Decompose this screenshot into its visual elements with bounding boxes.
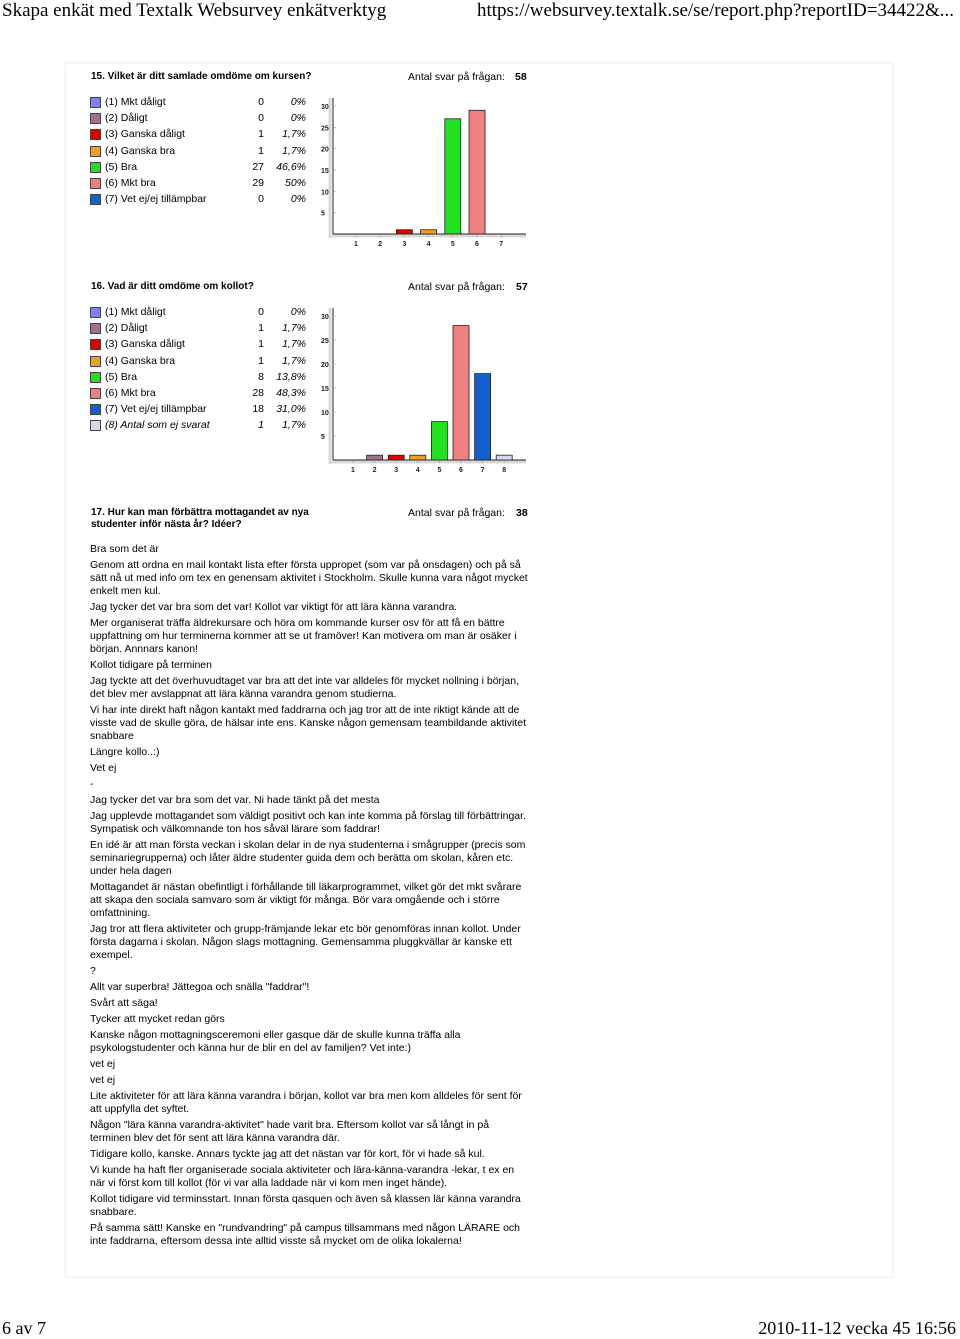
color-swatch xyxy=(90,162,101,173)
x-tick-label: 4 xyxy=(415,467,420,474)
option-row xyxy=(90,146,320,160)
option-percent: 48,3% xyxy=(276,387,306,399)
answer-item: En idé är att man första veckan i skolan delar in de nya studenterna i smågrupper (precis som seminariegrupperna) och låter äldre studenter guida dem och berätta om skolan, kåren etc. under hela dagen xyxy=(90,839,526,877)
option-row xyxy=(90,323,320,337)
option-percent: 1,7% xyxy=(282,354,306,367)
y-tick-label: 30 xyxy=(321,314,329,321)
option-label: (3) Ganska dåligt xyxy=(105,128,185,141)
bar xyxy=(445,119,461,234)
page-title: Skapa enkät med Textalk Websurvey enkätverktyg xyxy=(2,0,387,21)
y-tick-label: 25 xyxy=(321,125,329,133)
y-tick-label: 15 xyxy=(321,168,329,175)
question-16-title: 16. Vad är ditt omdöme om kollot? xyxy=(91,281,254,292)
answer-item: Kanske någon mottagningsceremoni eller gasque där de skulle kunna träffa alla psykologstudenter och känna hur de blir en del av familjen? Vet inte:) xyxy=(90,1029,461,1054)
option-label: (7) Vet ej/ej tillämpbar xyxy=(105,403,207,416)
option-percent: 0% xyxy=(290,112,306,125)
y-tick-label: 10 xyxy=(321,189,329,197)
option-count: 0 xyxy=(258,112,264,125)
answer-item: Vi har inte direkt haft någon kantakt med faddrarna och jag tror att de inte riktigt kände att de visste vad de skulle göra, de hälsar inte ens. Kanske någon gemensam teambildande aktivitet snabbare xyxy=(90,704,527,742)
option-row xyxy=(90,339,320,353)
x-tick-label: 5 xyxy=(450,241,455,248)
color-swatch xyxy=(90,388,101,399)
bar xyxy=(396,230,412,234)
question-17-title xyxy=(91,507,309,531)
option-percent: 1,7% xyxy=(282,144,306,157)
browser-print-footer xyxy=(0,1318,960,1338)
option-row xyxy=(90,113,320,127)
option-label: (2) Dåligt xyxy=(105,322,148,335)
option-percent: 13,8% xyxy=(276,370,306,383)
answer-item: Vi kunde ha haft fler organiserade sociala aktiviteter och lära-känna-varandra -lekar, t ex en när vi först kom till kollot (för vi var alla laddade när vi kom men inget hände). xyxy=(90,1164,515,1189)
question-15-chart xyxy=(316,96,531,248)
option-percent: 1,7% xyxy=(282,128,306,141)
option-percent: 46,6% xyxy=(276,160,306,173)
option-row xyxy=(90,194,320,208)
option-percent: 0% xyxy=(290,306,306,318)
x-tick-label: 4 xyxy=(426,241,431,248)
color-swatch xyxy=(90,129,101,140)
x-tick-label: 6 xyxy=(475,241,479,248)
question-17-title-line2: studenter inför nästa år? Idéer? xyxy=(91,519,242,530)
x-tick-label: 7 xyxy=(480,467,485,474)
x-tick-label: 8 xyxy=(502,467,507,474)
question-17-count-label: Antal svar på frågan: xyxy=(408,507,505,519)
option-label: (5) Bra xyxy=(105,160,138,173)
option-percent: 50% xyxy=(284,177,306,189)
option-count: 1 xyxy=(258,354,264,367)
answer-item: Allt var superbra! Jättegoa och snälla "faddrar"! xyxy=(90,981,310,993)
y-tick-label: 5 xyxy=(321,210,325,218)
question-15-count-label: Antal svar på frågan: xyxy=(408,71,505,83)
answer-item: Kollot tidigare på terminen xyxy=(90,659,212,671)
y-tick-label: 10 xyxy=(321,410,329,417)
answer-item: vet ej xyxy=(90,1058,116,1070)
bar xyxy=(410,455,426,460)
option-percent: 1,7% xyxy=(282,419,306,432)
print-date: 2010-11-12 vecka 45 16:56 xyxy=(758,1318,956,1338)
option-row xyxy=(90,372,320,386)
bar xyxy=(469,110,485,234)
color-swatch xyxy=(90,113,101,124)
color-swatch xyxy=(90,404,101,415)
bar xyxy=(496,455,512,460)
x-tick-label: 1 xyxy=(351,467,355,474)
option-count: 0 xyxy=(258,193,264,206)
option-label: (4) Ganska bra xyxy=(105,354,176,367)
option-label: (4) Ganska bra xyxy=(105,144,176,157)
answer-item: På samma sätt! Kanske en "rundvandring" på campus tillsammans med någon LÄRARE och inte faddrarna, eftersom dessa inte alltid visste så mycket om de olika lokalerna! xyxy=(90,1222,521,1247)
answer-item: Jag tror att flera aktiviteter och grupp-främjande lekar etc bör genomföras innan kollot. Under första dagarna i skolan. Någon slags mottagning. Gemensamma pluggkvällar är kanske ett exempel. xyxy=(90,923,521,961)
y-tick-label: 20 xyxy=(321,362,329,369)
option-label: (6) Mkt bra xyxy=(105,387,156,399)
option-label: (3) Ganska dåligt xyxy=(105,338,185,351)
option-percent: 0% xyxy=(290,193,306,206)
answer-item: Bra som det är xyxy=(90,543,159,555)
y-tick-label: 30 xyxy=(321,104,329,111)
option-percent: 1,7% xyxy=(282,322,306,335)
answer-item: vet ej xyxy=(90,1074,116,1086)
bar xyxy=(367,455,383,460)
option-row xyxy=(90,420,320,434)
answer-item: Mer organiserat träffa äldrekursare och höra om kommande kurser osv för att få en bättre uppfattning om hur terminerna kommer att se ut framöver! Kan motivera om man är osäker i början. Annnars kanon! xyxy=(90,617,517,655)
x-tick-label: 2 xyxy=(378,241,383,248)
option-label: (1) Mkt dåligt xyxy=(105,96,166,108)
option-label: (8) Antal som ej svarat xyxy=(105,419,210,432)
answer-item: Jag tycker det var bra som det var. Ni hade tänkt på det mesta xyxy=(90,794,380,806)
option-count: 18 xyxy=(252,403,264,416)
option-row xyxy=(90,388,320,402)
option-label: (6) Mkt bra xyxy=(105,177,156,189)
bar xyxy=(388,455,404,460)
x-tick-label: 6 xyxy=(459,467,463,474)
answer-item: Jag upplevde mottagandet som väldigt positivt och kan inte komma på förslag till förbättringar. Sympatisk och välkomnande ton hos såväl lärare som faddrar! xyxy=(90,810,526,835)
option-row xyxy=(90,356,320,370)
answer-item: ? xyxy=(90,965,96,977)
bar xyxy=(475,374,491,460)
answer-item: Jag tycker det var bra som det var! Kollot var viktigt för att lära känna varandra. xyxy=(90,601,458,613)
option-row xyxy=(90,307,320,321)
option-count: 28 xyxy=(252,387,264,399)
option-label: (7) Vet ej/ej tillämpbar xyxy=(105,193,207,206)
option-count: 1 xyxy=(258,338,264,351)
answer-item: Genom att ordna en mail kontakt lista efter första uppropet (som var på onsdagen) och på så sätt nå ut med info om tex en genensam aktivitet i Stockholm. Skulle kunna vara något mycket enkelt men kul. xyxy=(90,559,528,597)
x-tick-label: 5 xyxy=(437,467,442,474)
x-tick-label: 2 xyxy=(372,467,377,474)
bar xyxy=(431,422,447,460)
answer-item: Mottagandet är nästan obefintligt i förhållande till läkarprogrammet, vilket gör det mkt svårare att skapa den sociala samvaro som är viktigt för många. Bör vara omgående och i större omfattnining. xyxy=(90,881,522,919)
color-swatch xyxy=(90,178,101,189)
option-row xyxy=(90,162,320,176)
x-tick-label: 3 xyxy=(402,241,407,248)
option-row xyxy=(90,178,320,192)
answer-item: - xyxy=(90,778,94,790)
option-count: 1 xyxy=(258,419,264,432)
option-row xyxy=(90,97,320,111)
x-tick-label: 1 xyxy=(354,241,358,248)
color-swatch xyxy=(90,194,101,205)
answer-item: Kollot tidigare vid terminsstart. Innan första qasquen och även så klassen lär känna varandra snabbare. xyxy=(90,1193,521,1218)
color-swatch xyxy=(90,307,101,318)
answer-item: Längre kollo..:) xyxy=(90,746,160,758)
option-label: (2) Dåligt xyxy=(105,112,148,125)
y-tick-label: 20 xyxy=(321,146,329,154)
browser-print-header xyxy=(0,0,960,24)
question-16-count-label: Antal svar på frågan: xyxy=(408,281,505,293)
answer-item: Lite aktiviteter för att lära känna varandra i början, kollot var bra men kom alldeles för sent för att uppfylla det syftet. xyxy=(90,1090,522,1115)
color-swatch xyxy=(90,339,101,350)
y-tick-label: 15 xyxy=(321,386,329,393)
answer-item: Vet ej xyxy=(90,762,117,774)
x-tick-label: 7 xyxy=(499,241,504,248)
option-count: 29 xyxy=(252,177,264,189)
option-row xyxy=(90,404,320,418)
option-percent: 1,7% xyxy=(282,338,306,351)
answer-item: Tycker att mycket redan görs xyxy=(90,1013,225,1025)
option-count: 0 xyxy=(258,306,264,318)
question-15-title: 15. Vilket är ditt samlade omdöme om kursen? xyxy=(91,71,312,82)
answer-item: Svårt att säga! xyxy=(90,997,158,1009)
y-tick-label: 25 xyxy=(321,338,329,345)
color-swatch xyxy=(90,372,101,383)
question-17-count: 38 xyxy=(516,507,528,519)
answer-item: Jag tyckte att det överhuvudtaget var bra att det inte var alldeles för mycket nollning i början, det blev mer avslappnat att lära känna varandra genom studierna. xyxy=(90,675,519,700)
question-15-count: 58 xyxy=(515,71,527,83)
option-label: (5) Bra xyxy=(105,370,138,383)
question-16-chart xyxy=(316,304,531,474)
option-count: 1 xyxy=(258,322,264,335)
color-swatch xyxy=(90,356,101,367)
question-17-answers xyxy=(90,543,530,1251)
option-count: 27 xyxy=(252,160,264,173)
question-17-title-line1: 17. Hur kan man förbättra mottagandet av nya xyxy=(91,507,309,518)
answer-item: Någon "lära känna varandra-aktivitet" hade varit bra. Eftersom kollot var så långt in på terminen blev det för sent att lära känna varandra där. xyxy=(90,1119,490,1144)
page-number: 6 av 7 xyxy=(2,1318,46,1338)
color-swatch xyxy=(90,97,101,108)
x-tick-label: 3 xyxy=(394,467,399,474)
option-percent: 0% xyxy=(290,96,306,108)
question-16-count: 57 xyxy=(516,281,528,293)
color-swatch xyxy=(90,146,101,157)
option-count: 1 xyxy=(258,128,264,141)
option-count: 8 xyxy=(258,370,264,383)
bar xyxy=(421,230,437,234)
option-count: 1 xyxy=(258,144,264,157)
y-tick-label: 5 xyxy=(321,434,325,441)
answer-item: Tidigare kollo, kanske. Annars tyckte jag att det nästan var för kort, för vi hade så kul. xyxy=(90,1148,485,1160)
page-url: https://websurvey.textalk.se/se/report.php?reportID=34422&... xyxy=(477,0,954,21)
option-count: 0 xyxy=(258,96,264,108)
option-row xyxy=(90,129,320,143)
color-swatch xyxy=(90,323,101,334)
color-swatch xyxy=(90,420,101,431)
option-label: (1) Mkt dåligt xyxy=(105,306,166,318)
option-percent: 31,0% xyxy=(276,403,306,416)
bar xyxy=(453,326,469,460)
